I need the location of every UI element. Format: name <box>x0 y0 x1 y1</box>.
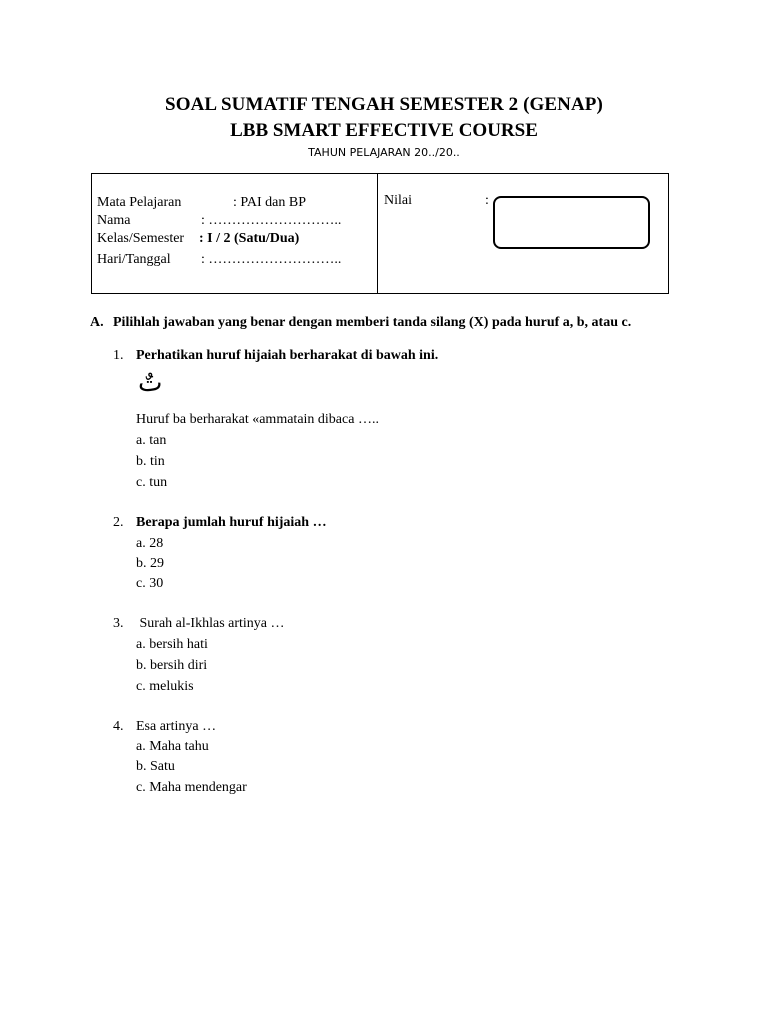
date-field[interactable]: : ……………………….. <box>201 252 342 267</box>
academic-year: TAHUN PELAJARAN 20../20.. <box>308 146 460 159</box>
name-field[interactable]: : ……………………….. <box>201 213 342 228</box>
option-b[interactable]: b. tin <box>136 454 165 469</box>
question-text: Perhatikan huruf hijaiah berharakat di bawah ini. <box>136 348 439 363</box>
instruction-text: Pilihlah jawaban yang benar dengan memberi tanda silang (X) pada huruf a, b, atau c. <box>113 315 632 330</box>
option-a[interactable]: a. Maha tahu <box>136 739 209 754</box>
question-number: 4. <box>113 719 124 734</box>
name-label: Nama <box>97 213 131 228</box>
arabic-letter: تٌ <box>138 368 163 398</box>
section-letter: A. <box>90 315 104 330</box>
option-b[interactable]: b. Satu <box>136 759 175 774</box>
score-colon: : <box>485 193 489 208</box>
question-number: 1. <box>113 348 124 363</box>
class-label: Kelas/Semester <box>97 231 185 246</box>
option-a[interactable]: a. 28 <box>136 536 164 551</box>
subject-label: Mata Pelajaran <box>97 195 182 210</box>
question-text: Surah al-Ikhlas artinya … <box>136 616 285 631</box>
option-b[interactable]: b. 29 <box>136 556 164 571</box>
question-number: 2. <box>113 515 124 530</box>
score-box[interactable] <box>493 196 650 249</box>
question-prompt: Huruf ba berharakat «ammatain dibaca ….. <box>136 412 379 427</box>
institution-name: LBB SMART EFFECTIVE COURSE <box>230 120 538 141</box>
score-label: Nilai <box>384 193 412 208</box>
question-text: Esa artinya … <box>136 719 217 734</box>
question-number: 3. <box>113 616 124 631</box>
class-value: : I / 2 (Satu/Dua) <box>199 231 300 246</box>
option-c[interactable]: c. tun <box>136 475 168 490</box>
student-info-box <box>91 173 669 294</box>
option-b[interactable]: b. bersih diri <box>136 658 208 673</box>
date-label: Hari/Tanggal <box>97 252 171 267</box>
option-c[interactable]: c. 30 <box>136 576 164 591</box>
question-text: Berapa jumlah huruf hijaiah … <box>136 515 327 530</box>
subject-value: : PAI dan BP <box>233 195 307 210</box>
option-a[interactable]: a. tan <box>136 433 167 448</box>
exam-title: SOAL SUMATIF TENGAH SEMESTER 2 (GENAP) <box>165 94 603 115</box>
option-a[interactable]: a. bersih hati <box>136 637 208 652</box>
option-c[interactable]: c. Maha mendengar <box>136 780 247 795</box>
info-divider <box>377 174 378 293</box>
option-c[interactable]: c. melukis <box>136 679 194 694</box>
